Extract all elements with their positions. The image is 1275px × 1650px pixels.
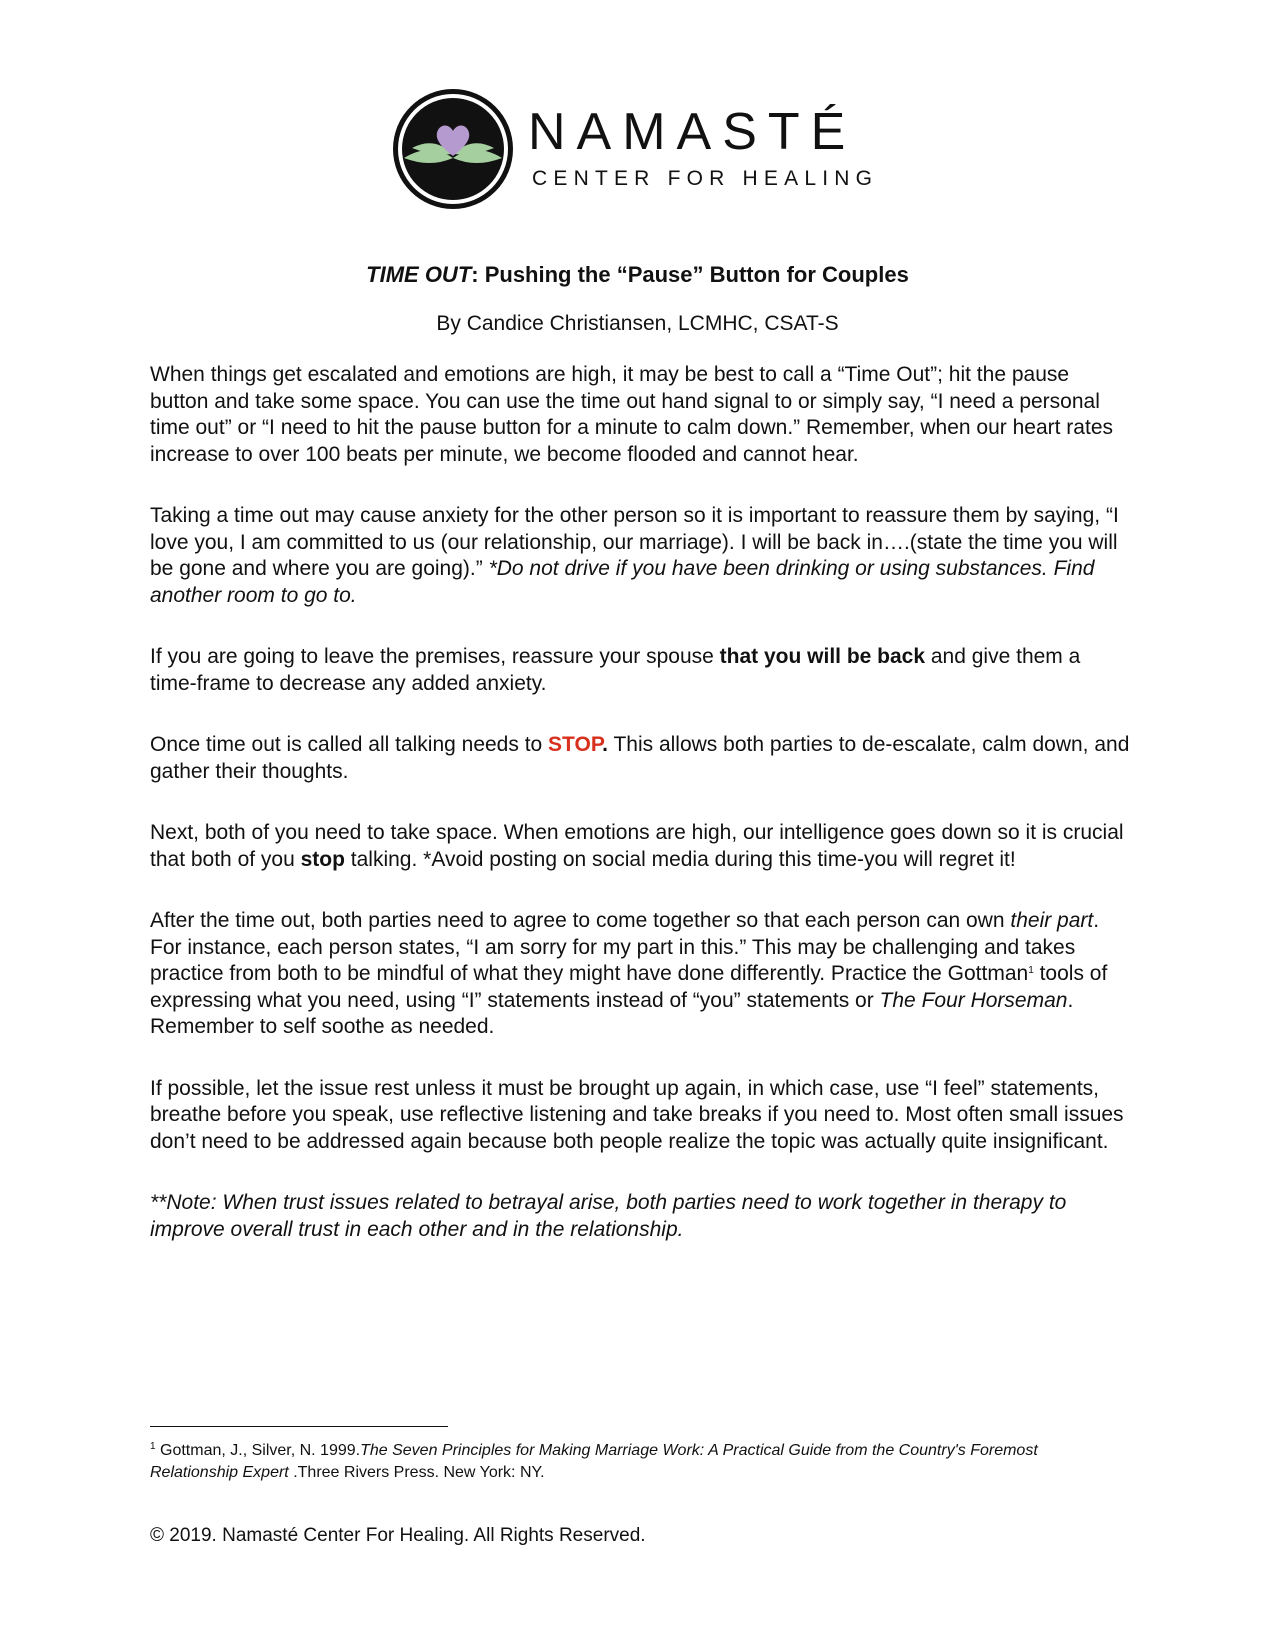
byline: By Candice Christiansen, LCMHC, CSAT-S [436, 312, 839, 335]
footnote-book-title: The Seven Principles for Making Marriage Work: A Practical Guide from the Country's Foremost Relationship Expert [150, 1442, 1038, 1481]
paragraph-3-bold: that you will be back [719, 645, 926, 668]
stop-emphasis: STOP [548, 733, 603, 756]
body-text [150, 362, 1130, 1278]
footnote-reference[interactable]: 1 [1028, 965, 1034, 976]
logo-name: NAMASTÉ [528, 103, 857, 161]
paragraph-6-d: . Remember to self soothe as needed. [150, 988, 1074, 1038]
paragraph-6-a: After the time out, both parties need to agree to come together so that each person can own [150, 909, 1011, 932]
paragraph-3-after: and give them a time-frame to decrease any added anxiety. [150, 645, 1081, 695]
paragraph-6-c: tools of expressing what you need, using “I” statements instead of “you” statements or [150, 962, 1108, 1012]
paragraph-6 [150, 908, 1130, 1041]
footnote-after: .Three Rivers Press. New York: NY. [288, 1464, 545, 1481]
paragraph-7: If possible, let the issue rest unless it must be brought up again, in which case, use “I feel” statements, breathe before you speak, use reflective listening and take breaks if you need to. Most often small issues don’t need to be addressed again because both people realize the topic was actually quite insignificant. [150, 1076, 1124, 1153]
lotus-heart-logo-icon [390, 86, 516, 212]
footnote-before: Gottman, J., Silver, N. 1999. [155, 1442, 361, 1459]
paragraph-4-period: . [602, 733, 608, 756]
paragraph-4-before: Once time out is called all talking needs to [150, 733, 549, 756]
footnote-number: 1 [150, 1441, 156, 1452]
copyright-notice: © 2019. Namasté Center For Healing. All Rights Reserved. [150, 1525, 646, 1546]
paragraph-6-b: . For instance, each person states, “I am sorry for my part in this.” This may be challenging and takes practice from both to be mindful of what they might have done differently. Practice the Gottman [150, 909, 1100, 985]
paragraph-6-italic-2: The Four Horseman [879, 988, 1068, 1012]
paragraph-4 [150, 732, 1130, 785]
paragraph-2-text: Taking a time out may cause anxiety for the other person so it is important to reassure them by saying, “I love you, I am committed to us (our relationship, our marriage). I will be back in….(state the time you will be gone and where you are going).” [150, 504, 1119, 580]
paragraph-3-before: If you are going to leave the premises, reassure your spouse [150, 645, 720, 668]
paragraph-5-after: talking. *Avoid posting on social media during this time-you will regret it! [344, 847, 1016, 871]
paragraph-5 [150, 820, 1130, 873]
logo-subtitle: CENTER FOR HEALING [532, 167, 879, 190]
paragraph-4-after: This allows both parties to de-escalate, calm down, and gather their thoughts. [150, 733, 1130, 783]
paragraph-8-note [150, 1190, 1130, 1243]
footnote [150, 1440, 1130, 1484]
paragraph-5-before: Next, both of you need to take space. When emotions are high, our intelligence goes down so it is crucial that both of you [150, 821, 1124, 871]
title-italic: TIME OUT [366, 262, 472, 287]
footnote-divider [150, 1426, 448, 1427]
paragraph-2 [150, 503, 1130, 609]
title-rest: : Pushing the “Pause” Button for Couples [471, 262, 909, 287]
paragraph-6-italic-1: their part [1010, 909, 1094, 932]
document-title [0, 262, 1275, 288]
paragraph-5-bold: stop [300, 847, 345, 871]
paragraph-3 [150, 644, 1130, 697]
paragraph-2-italic-note: *Do not drive if you have been drinking or using substances. Find another room to go to. [150, 557, 1095, 607]
paragraph-1: When things get escalated and emotions are high, it may be best to call a “Time Out”; hit the pause button and take some space. You can use the time out hand signal to or simply say, “I need a personal time out” or “I need to hit the pause button for a minute to calm down.” Remember, when our heart rates increase to over 100 beats per minute, we become flooded and cannot hear. [150, 363, 1113, 466]
namaste-logo [390, 86, 890, 212]
paragraph-8-italic: **Note: When trust issues related to betrayal arise, both parties need to work together in therapy to improve overall trust in each other and in the relationship. [150, 1191, 1067, 1241]
